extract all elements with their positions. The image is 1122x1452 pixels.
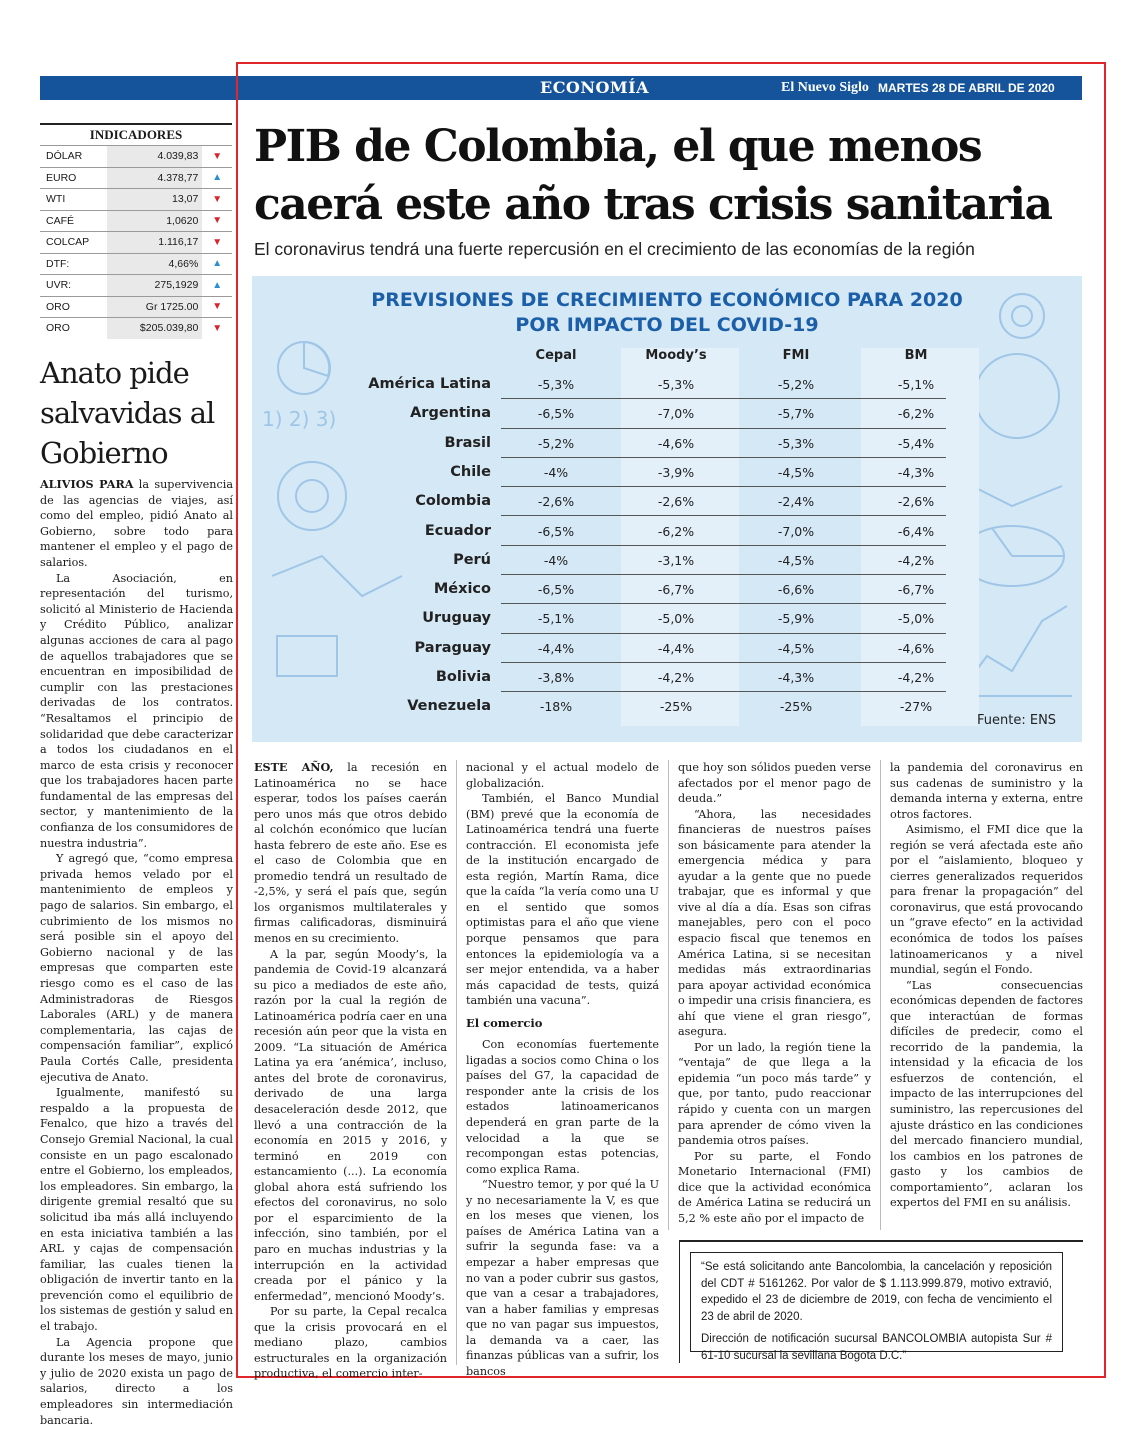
forecast-value: -4,5% — [777, 464, 815, 480]
forecast-value: -2,4% — [777, 494, 815, 510]
article-column-3 — [678, 760, 871, 1226]
forecast-value: -2,6% — [537, 494, 575, 510]
arrow-down-icon: ▼ — [212, 150, 223, 162]
country-name: Perú — [453, 551, 491, 568]
article-paragraph: “Nuestro temor, y por qué la U y no necesariamente la V, es que en los meses que vienen, los países de América Latina van a sufrir la segunda fase: va a empezar a haber empresas que no van a poder cubrir sus gastos, que van a cesar a trabajadores, van a haber familias y empresas que no van pagar sus impuestos, la demanda va a caer, las finanzas públicas van a sufrir, los bancos — [466, 1178, 659, 1378]
article-subheading: El comercio — [466, 1015, 543, 1030]
article-column-1 — [254, 760, 447, 1382]
forecast-row — [361, 634, 946, 663]
forecast-value: -6,7% — [897, 582, 935, 598]
notice-paragraph: “Se está solicitando ante Bancolombia, la cancelación y reposición del CDT # 5161262. Por valor de $ 1.113.999.879, motivo extravió, expedido el 23 de diciembre de 2019, con fecha de vencimiento el 23 de abril de 2020. — [701, 1261, 1052, 1323]
side-article-title: Anato pide salvavidas al Gobierno — [40, 356, 215, 470]
forecast-value: -7,0% — [777, 523, 815, 539]
country-name: Colombia — [415, 493, 491, 510]
indicator-value: $205.039,80 — [107, 318, 202, 339]
indicator-name: DTF: — [46, 257, 70, 270]
arrow-down-icon: ▼ — [212, 193, 223, 205]
country-name: Paraguay — [414, 639, 491, 656]
article-paragraph: “Las consecuencias económicas dependen de factores que interactúan de formas difíciles de predecir, como el recorrido de la pandemia, la intensidad y la eficacia de los esfuerzos de contención, el impacto de las interrupciones del suministro, las repercusiones del ajuste drástico en las condiciones del mercado financiero mundial, los cambios en los patrones de gasto y los cambios de comportamiento”, aclaran los expertos del FMI en su análisis. — [890, 978, 1083, 1210]
article-paragraph: También, el Banco Mundial (BM) prevé que la economía de Latinoamérica tendrá una fuerte contracción. El economista jefe de la institución encargado de esta región, Martín Rama, dice que la caída “la vería como una U en el sentido que somos optimistas para el año que viene porque pensamos que para entonces la epidemiología va a ser mejor entendida, va a haber más capacidad de tests, quizá también una vacuna”. — [466, 792, 659, 1008]
forecast-row — [361, 604, 946, 633]
forecast-value: -4,4% — [657, 640, 695, 656]
forecast-value: -5,3% — [537, 377, 575, 392]
article-paragraph: nacional y el actual modelo de globalización. — [466, 761, 659, 790]
forecast-value: -5,1% — [537, 611, 575, 627]
forecast-value: -5,0% — [897, 611, 935, 627]
arrow-down-icon: ▼ — [212, 322, 223, 334]
arrow-down-icon: ▼ — [212, 236, 223, 248]
indicator-name: EURO — [46, 171, 77, 184]
growth-forecast-infographic — [252, 276, 1082, 742]
forecast-value: -6,5% — [537, 523, 575, 539]
side-article-paragraph: La Agencia propone que durante los meses de mayo, junio y julio de 2020 exista un pago de salarios, directo a los empleadores sin intermediación bancaria. — [40, 1335, 233, 1427]
forecast-row — [361, 370, 946, 399]
side-article-paragraph: ALIVIOS PARA la supervivencia de las agencias de viajes, así como del empleo, pidió Anato al Gobierno, sobre todo para mantener el empleo y el pago de salarios. — [40, 477, 233, 569]
article-paragraph: ESTE AÑO, la recesión en Latinoamérica no se hace esperar, todos los países caerán pero unos más que otros debido al colchón económico que lucían hasta febrero de este año. Ese es el caso de Colombia que en promedio tendrá un resultado de -2,5%, y será el país que, según los organismos multilaterales y firmas calificadoras, disminuirá menos en su crecimiento. — [254, 760, 447, 946]
forecast-value: -5,3% — [777, 435, 815, 451]
indicator-row — [40, 167, 232, 189]
forecast-value: -6,7% — [657, 582, 695, 598]
forecast-row — [361, 399, 946, 428]
country-name: Venezuela — [407, 698, 491, 715]
indicator-row — [40, 210, 232, 232]
forecast-row — [361, 487, 946, 516]
infographic-source: Fuente: ENS — [977, 713, 1057, 728]
indicator-name: DÓLAR — [46, 150, 83, 163]
forecast-row — [361, 429, 946, 458]
forecast-row — [361, 458, 946, 487]
indicator-value: 13,07 — [107, 189, 202, 210]
country-name: Ecuador — [424, 522, 491, 539]
newspaper-name: El Nuevo Siglo — [781, 80, 869, 95]
forecast-value: -27% — [899, 699, 933, 715]
infographic-title: PREVISIONES DE CRECIMIENTO ECONÓMICO PARA 2020 POR IMPACTO DEL COVID-19 — [371, 289, 963, 336]
forecast-value: -4,2% — [897, 552, 935, 568]
arrow-down-icon: ▼ — [212, 215, 223, 227]
forecast-table — [361, 348, 946, 728]
side-article-paragraph: Igualmente, manifestó su respaldo a la propuesta de Fenalco, que hizo a través del Consejo Gremial Nacional, la cual consiste en un pago escalonado entre el Gobierno, los empleados, los empleadores. Sin embargo, la dirigente gremial resaltó que su solicitud iba más allá incluyendo en esta iniciativa también a las ARL y cajas de compensación familiar, las cuales tienen la obligación de invertir tanto en la prevención como el equilibrio de los sistemas de gestión y salud en el trabajo. — [40, 1086, 233, 1334]
indicators-rows — [40, 145, 232, 339]
cycle-icon — [975, 354, 1059, 438]
indicator-value: 4.378,77 — [107, 168, 202, 189]
forecast-value: -6,5% — [537, 582, 575, 598]
indicator-name: COLCAP — [46, 236, 90, 249]
column-divider — [668, 760, 669, 1230]
forecast-value: -3,8% — [537, 670, 575, 685]
forecast-value: -5,7% — [777, 406, 815, 422]
indicator-row — [40, 145, 232, 167]
section-name: ECONOMÍA — [540, 78, 650, 97]
side-article-body — [40, 477, 233, 1428]
country-name: Brasil — [444, 434, 491, 451]
forecast-value: -5,0% — [657, 611, 695, 627]
page-number: 15 — [1090, 77, 1112, 98]
forecast-value: -4,3% — [897, 464, 935, 480]
indicator-name: UVR: — [46, 279, 72, 292]
forecast-row — [361, 546, 946, 575]
arrow-up-icon: ▲ — [212, 279, 223, 291]
forecast-value: -7,0% — [657, 406, 695, 422]
forecast-value: -4,5% — [777, 552, 815, 568]
forecast-value: -6,2% — [897, 406, 935, 422]
forecast-value: -4% — [543, 464, 569, 480]
forecast-value: -4,6% — [657, 435, 695, 451]
forecast-value: -3,9% — [657, 464, 695, 480]
arrow-up-icon: ▲ — [212, 172, 223, 184]
classified-notice — [679, 1240, 1083, 1363]
forecast-value: -25% — [779, 699, 813, 715]
indicator-value: 1,0620 — [107, 211, 202, 232]
country-name: Bolivia — [435, 669, 491, 685]
forecast-value: -4,6% — [897, 640, 935, 656]
indicator-row — [40, 188, 232, 210]
svg-text:1) 2) 3): 1) 2) 3) — [262, 407, 337, 431]
indicator-name: ORO — [46, 300, 70, 313]
forecast-value: -4,3% — [777, 670, 815, 685]
article-paragraph: A la par, según Moody’s, la pandemia de Covid-19 alcanzará su pico a mediados de este año, razón por la cual la región de Latinoamérica podría caer en una recesión aún peor que la vista en 2009. “La situación de América Latina ya era ‘anémica’, incluso, antes del brote de coronavirus, derivado de una larga desaceleración desde 2012, que llevó a una contracción de la economía en 2015 y 2016, y terminó en 2019 con estancamiento (...). La economía global ahora está sufriendo los efectos del coronavirus, no solo por el esparcimiento de la infección, sino también, por el paro en muchas industrias y la interrupción en la actividad creada por el pánico y la enfermedad”, mencionó Moody’s. — [254, 947, 447, 1303]
forecast-value: -5,3% — [657, 377, 695, 392]
article-paragraph: Por su parte, la Cepal recalca que la crisis provocará en el mediano plazo, cambios estructurales en la organización productiva, el comercio inter- — [254, 1305, 447, 1381]
forecast-value: -5,9% — [777, 611, 815, 627]
forecast-value: -6,6% — [777, 582, 815, 598]
article-subhead: El coronavirus tendrá una fuerte repercusión en el crecimiento de las economías de la región — [254, 239, 975, 259]
article-paragraph: la pandemia del coronavirus en sus cadenas de suministro y la demanda interna y externa, entre otros factores. — [890, 761, 1083, 821]
country-name: Chile — [450, 463, 491, 480]
column-divider — [456, 760, 457, 1365]
forecast-value: -6,2% — [657, 523, 695, 539]
arrow-up-icon: ▲ — [212, 258, 223, 270]
forecast-value: -6,5% — [537, 406, 575, 422]
issue-date: MARTES 28 DE ABRIL DE 2020 — [878, 81, 1055, 95]
indicator-row — [40, 253, 232, 275]
notice-paragraph: Dirección de notificación sucursal BANCOLOMBIA autopista Sur # 61-10 sucursal la sevillana Bogota D.C.” — [701, 1333, 1052, 1362]
forecast-value: -4% — [543, 552, 569, 568]
country-name: Uruguay — [422, 610, 491, 627]
forecast-value: -3,1% — [657, 552, 695, 568]
indicator-row — [40, 317, 232, 339]
side-article-lead: ALIVIOS PARA — [40, 477, 134, 491]
article-paragraph: “Ahora, las necesidades financieras de nuestros países son básicamente para atender la emergencia médica y para ayudar a la gente que no puede trabajar, que es informal y que vive al día a día. Esas son cifras manejables, pero con el poco espacio fiscal que tenemos en América Latina, si se necesitan medidas más extraordinarias para apoyar actividad económica o impedir una crisis financiera, es ahí que viene el gran riesgo”, asegura. — [678, 807, 871, 1039]
forecast-value: -6,4% — [897, 523, 935, 539]
side-article-paragraph: Y agregó que, “como empresa privada hemos velado por el mantenimiento de empleos y pago de salarios. Sin embargo, el cubrimiento de los mismos no será posible sin el apoyo del Gobierno nacional y de las empresas que comparten este riesgo como es el caso de las Administradoras de Riesgos Laborales (ARL) y de manera complementaria, las cajas de compensación familiar”, explicó Paula Cortés Calle, presidenta ejecutiva de Anato. — [40, 852, 233, 1084]
forecast-value: -2,6% — [657, 494, 695, 510]
forecast-value: -5,1% — [897, 377, 935, 392]
indicator-name: ORO — [46, 322, 70, 335]
arrow-down-icon: ▼ — [212, 301, 223, 313]
forecast-value: -18% — [539, 699, 573, 715]
article-column-4 — [890, 760, 1083, 1211]
forecast-row — [361, 575, 946, 604]
indicator-name: CAFÉ — [46, 214, 75, 227]
forecast-row — [361, 663, 946, 692]
column-header: FMI — [782, 348, 810, 363]
column-header: BM — [904, 348, 928, 363]
indicator-value: 275,1929 — [107, 275, 202, 296]
gear-icon — [278, 462, 346, 530]
forecast-value: -25% — [659, 699, 693, 715]
forecast-value: -4,2% — [657, 670, 695, 685]
indicator-row — [40, 231, 232, 253]
article-paragraph: Por un lado, la región tiene la “ventaja” de que llega a la epidemia “un poco más tarde” y que, por tanto, pudo reaccionar rápido y cuenta con un margen para aprender de cómo viven la pandemia otros países. — [678, 1040, 871, 1148]
column-divider — [880, 760, 881, 1230]
forecast-row — [361, 517, 946, 546]
article-paragraph: Por su parte, el Fondo Monetario Internacional (FMI) dice que la actividad económica de América Latina se reducirá un 5,2 % este año por el impacto de — [678, 1149, 871, 1225]
indicator-value: Gr 1725.00 — [107, 297, 202, 318]
forecast-value: -5,2% — [537, 435, 575, 451]
indicator-value: 4,66% — [107, 254, 202, 275]
forecast-value: -4,2% — [897, 670, 935, 685]
notice-text — [690, 1252, 1063, 1362]
forecast-row — [361, 692, 946, 721]
article-paragraph: Asimismo, el FMI dice que la región se verá afectada este año por el “aislamiento, bloqueo y cierres generalizados requeridos para frenar la propagación” del coronavirus, que está provocando un “grave efecto” en la actividad económica de todos los países latinoamericanos y a nivel mundial, según el Fondo. — [890, 823, 1083, 977]
indicator-row — [40, 274, 232, 296]
country-name: Argentina — [410, 405, 491, 422]
indicator-value: 1.116,17 — [107, 232, 202, 253]
forecast-value: -4,4% — [537, 640, 575, 656]
forecast-value: -5,4% — [897, 435, 935, 451]
indicator-value: 4.039,83 — [107, 146, 202, 167]
column-header: Moody’s — [645, 348, 707, 363]
forecast-value: -5,2% — [777, 377, 815, 392]
indicators-title: INDICADORES — [89, 127, 183, 142]
forecast-value: -2,6% — [897, 494, 935, 510]
forecast-value: -4,5% — [777, 640, 815, 656]
indicator-name: WTI — [46, 193, 66, 206]
indicators-table — [40, 123, 232, 339]
article-column-2 — [466, 760, 659, 1379]
article-paragraph: que hoy son sólidos pueden verse afectados por el menor pago de deuda.” — [678, 761, 871, 806]
side-article-paragraph: La Asociación, en representación del turismo, solicitó al Ministerio de Hacienda y Crédito Público, analizar algunas acciones de cara al pago de aquellos trabajadores que se encuentran en imposibilidad de cumplir con las prestaciones derivadas de los contratos. “Resaltamos el principio de solidaridad que debe caracterizar a todos los ciudadanos en el marco de esta crisis y reconocer que los trabajadores hacen parte fundamental de las empresas del sector, y mantenimiento de la confianza de los consumidores de nuestra industria”. — [40, 571, 233, 850]
article-paragraph: Con economías fuertemente ligadas a socios como China o los países del G7, la capacidad de responder ante la crisis de los estados latinoamericanos dependerá en gran parte de la velocidad a la que se recompongan estas potencias, como explica Rama. — [466, 1038, 659, 1176]
indicator-row — [40, 296, 232, 318]
column-header: Cepal — [535, 348, 577, 363]
article-headline: PIB de Colombia, el que menos caerá este año tras crisis sanitaria — [254, 121, 1052, 230]
country-name: América Latina — [368, 376, 491, 392]
country-name: México — [433, 581, 491, 598]
